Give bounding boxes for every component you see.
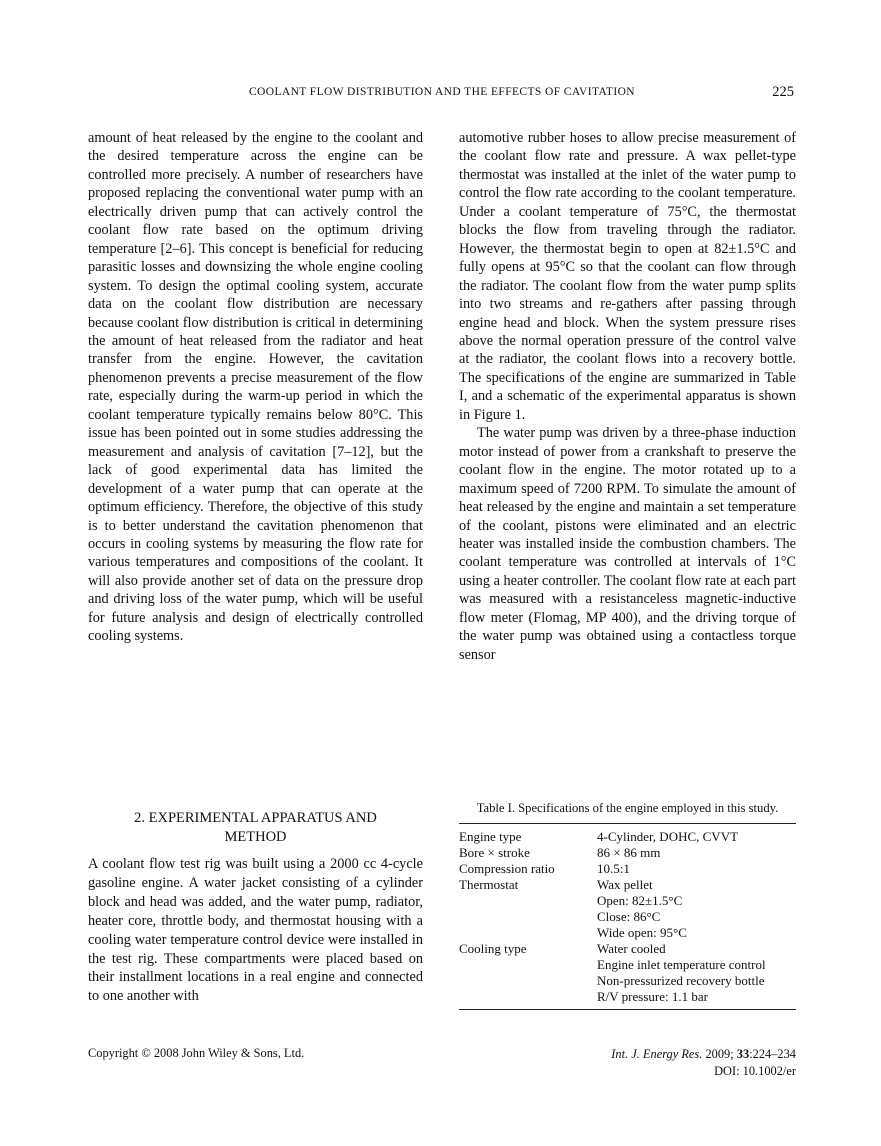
spec-table — [459, 829, 796, 1006]
section-heading-line-2: METHOD — [224, 828, 287, 845]
right-column-paragraph-1: automotive rubber hoses to allow precise measurement of the coolant flow rate and pressure. A wax pellet-type thermostat was installed at the inlet of the water pump to control the flow rate according to the coolant temperature. Under a coolant temperature of 75°C, the thermostat blocks the flow from traveling through the radiator. However, the thermostat begin to open at 82±1.5°C and fully opens at 95°C so that the coolant can flow through the radiator. The coolant flow from the water pump splits into two streams and re-gathers after passing through engine head and block. When the system pressure rises above the normal operation pressure of the control valve at the radiator, the coolant flows into a recovery bottle. The specifications of the engine are summarized in Table I, and a schematic of the experimental apparatus is shown in Figure 1. — [459, 130, 796, 423]
table-value-cell: R/V pressure: 1.1 bar — [597, 989, 708, 1005]
table-caption-label: Table I. — [476, 801, 515, 815]
table-value-cell: Open: 82±1.5°C — [597, 892, 683, 908]
table-bottom-rule — [459, 1009, 796, 1010]
table-value-cell: Wax pellet — [597, 876, 653, 892]
footer-citation — [611, 1046, 796, 1079]
table-value-cell: Engine inlet temperature control — [597, 957, 766, 973]
page-number: 225 — [772, 84, 794, 100]
table-value-cell: Water cooled — [597, 941, 666, 957]
journal-volume: 33 — [736, 1047, 750, 1061]
right-column — [459, 129, 796, 664]
table-value-cell: 4-Cylinder, DOHC, CVVT — [597, 828, 739, 844]
table-row — [459, 877, 796, 893]
section-paragraph: A coolant flow test rig was built using a 2000 cc 4-cycle gasoline engine. A water jacket consisting of a cylinder block and head was added, and the water pump, radiator, heater core, throttle body, and thermostat housing with a cooling water temperature control device were installed in the test rig. These compartments were placed based on their installment locations in a real engine and connected to one another with — [88, 856, 423, 1005]
running-header — [88, 84, 796, 104]
table-param-cell: Thermostat — [459, 876, 519, 892]
table-row — [459, 861, 796, 877]
running-title: COOLANT FLOW DISTRIBUTION AND THE EFFECTS OF CAVITATION — [248, 86, 635, 98]
table-param-cell: Cooling type — [459, 941, 527, 957]
left-column-paragraph: amount of heat released by the engine to the coolant and the desired temperature across the engine can be controlled more precisely. A number of researchers have proposed replacing the conventional water pump with an electrically driven pump that can actively control the coolant flow rate based on the optimum driving temperature [2–6]. This concept is beneficial for reducing parasitic losses and downsizing the whole engine cooling system. To design the optimal cooling system, accurate data on the coolant flow distribution are necessary because coolant flow distribution is critical in determining the amount of heat released from the radiator and heat transfer from the engine. However, the cavitation phenomenon prevents a precise measurement of the flow rate, especially during the warm-up period in which the coolant temperature typically remains below 80°C. This issue has been pointed out in some studies addressing the measurement and analysis of cavitation [7–12], but the lack of good experimental data has limited the development of a water pump that can operate at the optimum efficiency. Therefore, the objective of this study is to better understand the cavitation phenomenon that occurs in cooling systems by measuring the flow rate for various temperatures and compositions of the coolant. It will also provide another set of data on the pressure drop and driving loss of the water pump, which will be useful for future analysis and design of electrically controlled cooling systems. — [88, 130, 423, 645]
left-column — [88, 129, 423, 646]
table-row — [459, 845, 796, 861]
journal-pages: :224–234 — [749, 1047, 796, 1061]
table-row — [459, 941, 796, 957]
table-row — [459, 989, 796, 1005]
table-row — [459, 925, 796, 941]
footer-copyright: Copyright © 2008 John Wiley & Sons, Ltd. — [88, 1046, 305, 1060]
table-value-cell: 86 × 86 mm — [597, 844, 661, 860]
journal-name: Int. J. Energy Res. — [611, 1047, 703, 1061]
doi: DOI: 10.1002/er — [714, 1063, 796, 1078]
table-empty-cell — [459, 909, 597, 925]
table-value-cell: Wide open: 95°C — [597, 925, 687, 941]
table-row — [459, 829, 796, 845]
table-param-cell: Engine type — [459, 828, 522, 844]
table-value-cell: Non-pressurized recovery bottle — [597, 973, 765, 989]
table-row — [459, 909, 796, 925]
section-body — [88, 855, 423, 1006]
table-row — [459, 973, 796, 989]
table-caption — [459, 801, 796, 817]
table-empty-cell — [459, 893, 597, 909]
section-heading-line-1: 2. EXPERIMENTAL APPARATUS AND — [134, 810, 377, 826]
table-empty-cell — [459, 989, 597, 1005]
right-column-paragraph-2: The water pump was driven by a three-phase induction motor instead of power from a crankshaft to preserve the coolant flow in the engine. The motor rotated up to a maximum speed of 7200 RPM. To simulate the amount of heat released by the engine and maintain a set temperature of the coolant, pistons were eliminated and an electric heater was installed inside the combustion chambers. The coolant temperature was controlled at intervals of 1°C using a heater controller. The coolant flow rate at each part was measured with a resistanceless magnetic-inductive flow meter (Flomag, MP 400), and the driving torque of the water pump was obtained using a contactless torque sensor — [459, 425, 796, 663]
table-empty-cell — [459, 973, 597, 989]
table-param-cell: Compression ratio — [459, 860, 555, 876]
section-heading — [88, 809, 423, 846]
table-empty-cell — [459, 925, 597, 941]
table-row — [459, 957, 796, 973]
table-empty-cell — [459, 957, 597, 973]
table-caption-text: Specifications of the engine employed in this study. — [518, 801, 779, 815]
spec-table-block — [459, 801, 796, 1010]
table-value-cell: 10.5:1 — [597, 860, 630, 876]
table-row — [459, 893, 796, 909]
table-value-cell: Close: 86°C — [597, 908, 661, 924]
table-param-cell: Bore × stroke — [459, 844, 530, 860]
journal-year: 2009; — [705, 1047, 734, 1061]
table-top-rule — [459, 823, 796, 824]
